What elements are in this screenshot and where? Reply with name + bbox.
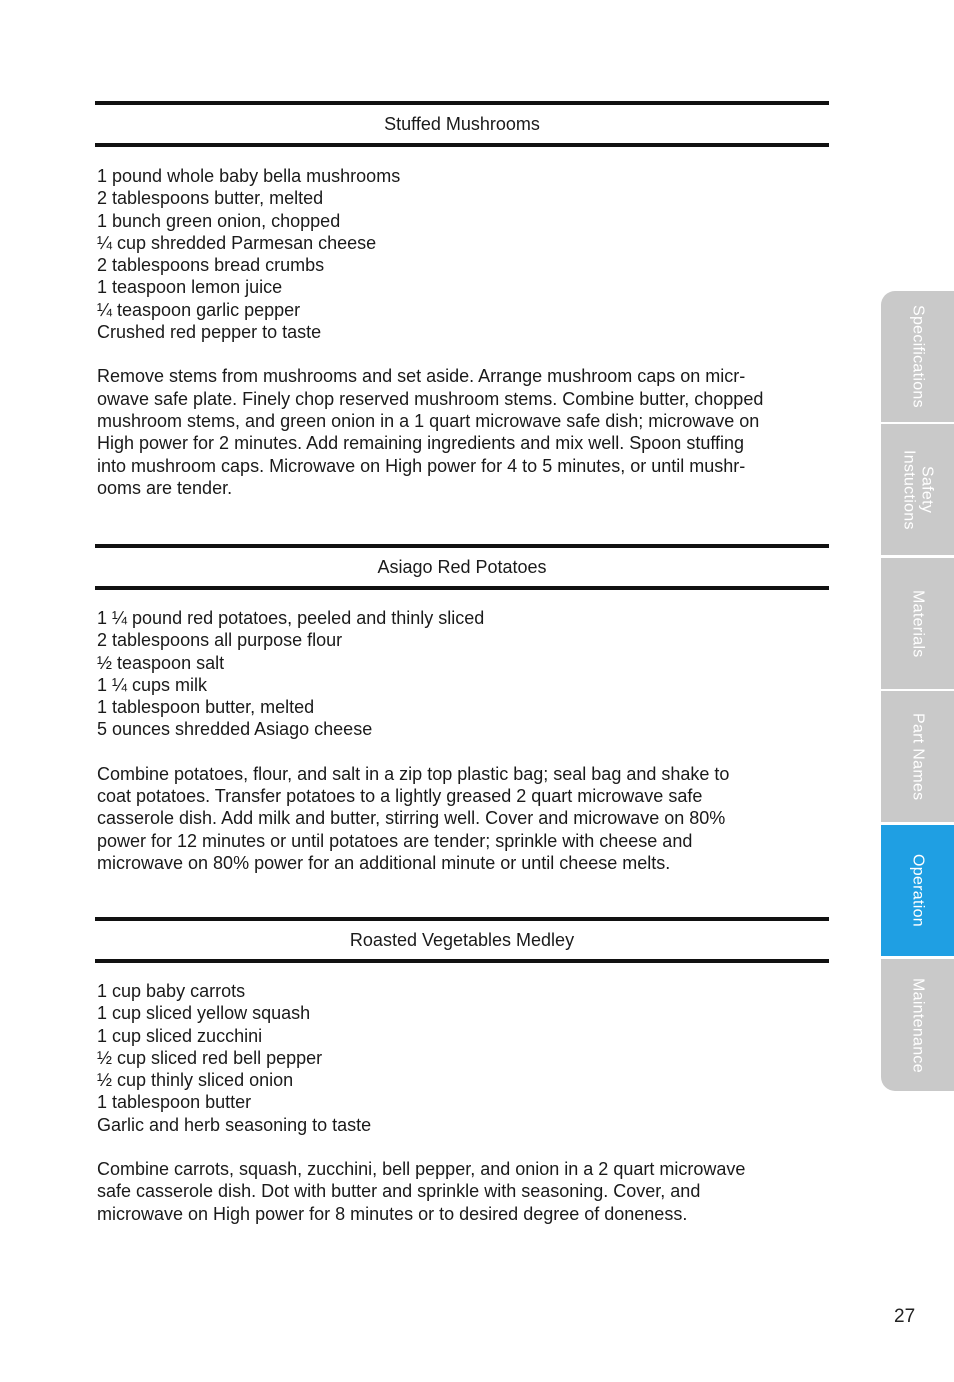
recipe-instructions: Remove stems from mushrooms and set aside. Arrange mushroom caps on micr- owave safe plate. Finely chop reserved mushroom stems. Combine butter, chopped mushroom stems, and green onion in a 1 quart microwave safe dish; microwave on High power for 2 minutes. Add remaining ingredients and mix well. Spoon stuffing into mushroom caps. Microwave on High power for 4 to 5 minutes, or until mushr- ooms are tender.	[97, 366, 764, 498]
recipe-instructions: Combine potatoes, flour, and salt in a zip top plastic bag; seal bag and shake to coat potatoes. Transfer potatoes to a lightly greased 2 quart microwave safe casserole dish. Add milk and butter, stirring well. Cover and microwave on 80% power for 12 minutes or until potatoes are tender; sprinkle with cheese and microwave on 80% power for an additional minute or until cheese melts.	[97, 763, 730, 873]
ingredient-item: 1 ¼ cups milk	[97, 674, 208, 695]
ingredient-item: 5 ounces shredded Asiago cheese	[97, 719, 373, 740]
ingredient-item: 2 tablespoons bread crumbs	[97, 255, 325, 276]
tab-label: Part Names	[909, 712, 927, 801]
page-number: 27	[894, 1306, 916, 1327]
recipe-title: Roasted Vegetables Medley	[95, 917, 829, 963]
ingredient-item: 1 cup sliced yellow squash	[97, 1003, 311, 1024]
ingredient-item: 1 ¼ pound red potatoes, peeled and thinly sliced	[97, 608, 485, 628]
ingredient-item: ½ teaspoon salt	[97, 652, 225, 673]
ingredient-item: 2 tablespoons butter, melted	[97, 188, 324, 209]
recipe-instructions: Combine carrots, squash, zucchini, bell pepper, and onion in a 2 quart microwave safe casserole dish. Dot with butter and sprinkle with seasoning. Cover, and microwave on High power for 8 minutes or to desired degree of doneness.	[97, 1159, 746, 1224]
ingredient-item: 1 teaspoon lemon juice	[97, 277, 283, 298]
ingredient-item: 1 pound whole baby bella mushrooms	[97, 166, 401, 186]
ingredient-item: ¼ teaspoon garlic pepper	[97, 299, 301, 320]
recipe-title: Stuffed Mushrooms	[95, 101, 829, 147]
tab-label: Materials	[909, 589, 927, 658]
tab-operation[interactable]	[881, 825, 954, 956]
recipe-asiago-red-potatoes	[95, 544, 851, 874]
ingredient-item: ½ cup thinly sliced onion	[97, 1070, 294, 1091]
tab-label: Operation	[909, 854, 927, 927]
tab-materials[interactable]	[881, 558, 954, 689]
ingredient-list	[95, 165, 851, 343]
tab-label: Specifications	[909, 305, 927, 408]
ingredient-item: 1 cup baby carrots	[97, 981, 246, 1001]
ingredient-item: Garlic and herb seasoning to taste	[97, 1114, 372, 1135]
ingredient-item: 2 tablespoons all purpose flour	[97, 630, 343, 651]
tab-part-names[interactable]	[881, 691, 954, 822]
tab-specifications[interactable]	[881, 291, 954, 422]
section-tabs	[881, 291, 954, 1091]
recipe-roasted-vegetables-medley	[95, 917, 851, 1225]
tab-label: Maintenance	[909, 977, 927, 1073]
ingredient-item: 1 bunch green onion, chopped	[97, 210, 341, 231]
ingredient-item: 1 tablespoon butter	[97, 1092, 252, 1113]
ingredient-item: 1 tablespoon butter, melted	[97, 697, 315, 718]
recipe-stuffed-mushrooms	[95, 101, 851, 499]
ingredient-item: ½ cup sliced red bell pepper	[97, 1047, 323, 1068]
tab-label: Safety Instuctions	[900, 449, 936, 530]
recipe-title: Asiago Red Potatoes	[95, 544, 829, 590]
ingredient-item: 1 cup sliced zucchini	[97, 1025, 263, 1046]
tab-maintenance[interactable]	[881, 959, 954, 1091]
tab-safety-instructions[interactable]	[881, 424, 954, 555]
ingredient-list	[95, 980, 851, 1136]
ingredient-item: Crushed red pepper to taste	[97, 322, 322, 343]
ingredient-list	[95, 607, 851, 741]
ingredient-item: ¼ cup shredded Parmesan cheese	[97, 232, 377, 253]
